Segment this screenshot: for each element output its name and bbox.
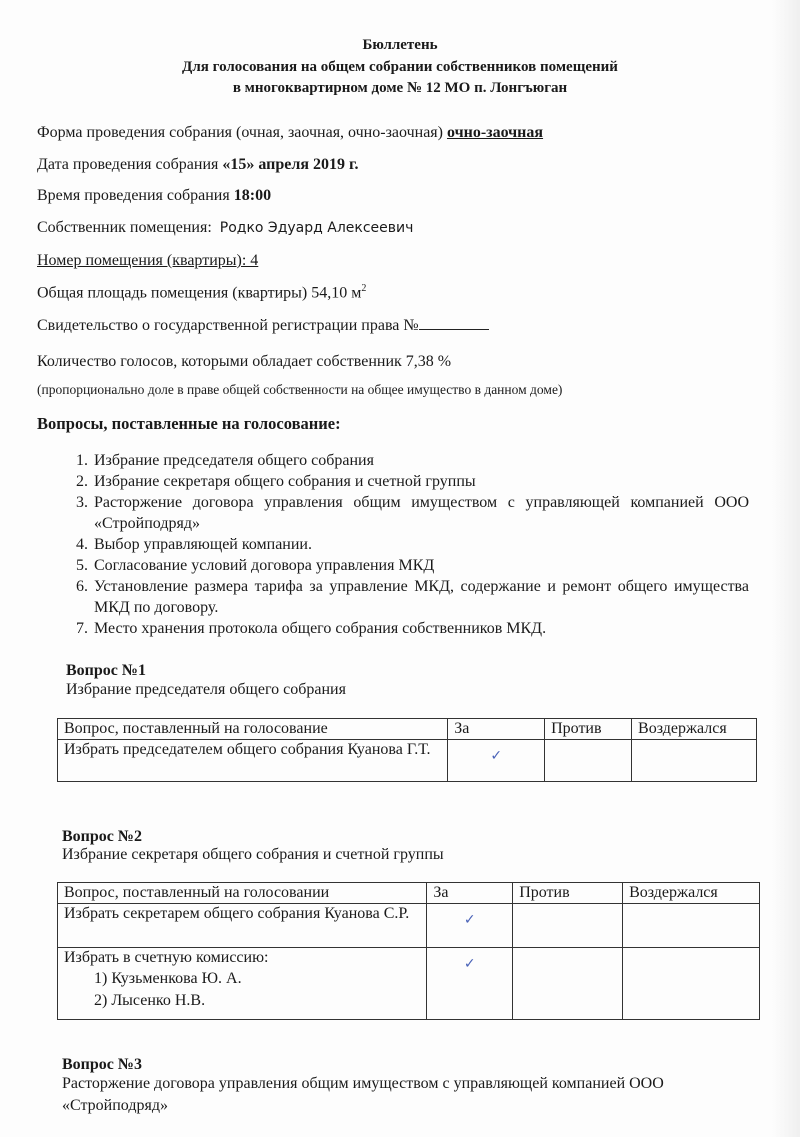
ballot-title: Бюллетень [362,37,438,53]
questions-list [37,450,749,639]
list-item: 2) Лысенко Н.В. [94,992,206,1009]
votes-note: (пропорционально доле в праве общей собственности на общее имущество в данном доме) [37,382,563,397]
q2-row1-against-cell[interactable] [513,904,623,948]
owner-label: Собственник помещения: [37,219,212,236]
q1-row1-abstain-cell[interactable] [632,740,757,782]
q1-heading: Вопрос №1 [66,662,146,679]
meeting-form-row [37,124,543,142]
certificate-row [37,315,489,335]
checkmark-icon: ✓ [463,956,476,972]
question-item: 1. Избрание председателя общего собрания [92,450,749,471]
q2-vote-table [57,882,760,1020]
q2-header-abstain: Воздержался [623,883,760,904]
q2-subtitle: Избрание секретаря общего собрания и счетной группы [62,846,444,863]
table-row [58,948,760,1020]
q3-heading: Вопрос №3 [62,1056,142,1073]
list-item: 1) Кузьменкова Ю. А. [94,970,242,987]
ballot-subtitle-line2: в многоквартирном доме № 12 МО п. Лонгъюган [232,80,568,96]
q2-row1-for-cell[interactable] [427,904,513,948]
q3-subtitle-line1: Расторжение договора управления общим имуществом с управляющей компанией ООО [62,1075,664,1092]
questions-title: Вопросы, поставленные на голосование: [37,414,341,433]
question-item: 5. Согласование условий договора управления МКД [92,555,749,576]
q2-row2-against-cell[interactable] [513,948,623,1020]
q2-row1-text: Избрать секретарем общего собрания Куанова С.Р. [58,904,427,948]
votes-count: Количество голосов, которыми обладает собственник 7,38 % [37,353,452,370]
q1-vote-table [57,718,757,782]
owner-value: Родко Эдуард Алексеевич [219,220,414,236]
q2-header-against: Против [513,883,623,904]
q2-header-question: Вопрос, поставленный на голосовании [58,883,427,904]
q2-row2-text: Избрать в счетную комиссию: [64,949,269,966]
q1-subtitle: Избрание председателя общего собрания [66,681,346,698]
page-edge-shadow [772,0,800,1137]
table-row [58,740,757,782]
checkmark-icon: ✓ [490,748,503,764]
certificate-label: Свидетельство о государственной регистрации права № [37,317,419,334]
q2-row2-for-cell[interactable] [427,948,513,1020]
meeting-time-row [37,187,271,205]
q3-subtitle-line2: «Стройподряд» [62,1097,168,1114]
meeting-date-label: Дата проведения собрания [37,156,219,173]
q1-header-abstain: Воздержался [632,719,757,740]
counting-commission-list [64,968,420,1012]
certificate-blank [419,315,489,330]
q1-row1-for-cell[interactable] [448,740,545,782]
question-item: 2. Избрание секретаря общего собрания и счетной группы [92,471,749,492]
table-header-row [58,883,760,904]
meeting-form-value: очно-заочная [446,124,544,141]
question-item: 7. Место хранения протокола общего собрания собственников МКД. [92,618,749,639]
meeting-date-value: «15» апреля 2019 г. [222,156,359,173]
q2-row2-cell [58,948,427,1020]
area-unit-superscript: 2 [361,283,367,294]
checkmark-icon: ✓ [463,912,476,928]
ballot-subtitle-line1: Для голосования на общем собрании собственников помещений [182,59,618,75]
q1-row1-against-cell[interactable] [545,740,632,782]
apartment-area: Общая площадь помещения (квартиры) 54,10 м [37,284,362,302]
table-header-row [58,719,757,740]
apartment-number: Номер помещения (квартиры): 4 [37,252,259,269]
meeting-time-value: 18:00 [233,187,272,204]
q1-header-question: Вопрос, поставленный на голосование [58,719,448,740]
meeting-time-label: Время проведения собрания [37,187,230,204]
q2-header-for: За [427,883,513,904]
question-item: 3. Расторжение договора управления общим имуществом с управляющей компанией ООО «Стройподряд» [92,492,749,534]
apartment-area-row [37,283,366,302]
q2-heading: Вопрос №2 [62,828,142,845]
q2-row1-abstain-cell[interactable] [623,904,760,948]
q1-row1-text: Избрать председателем общего собрания Куанова Г.Т. [58,740,448,782]
question-item: 6. Установление размера тарифа за управление МКД, содержание и ремонт общего имущества МКД по договору. [92,576,749,618]
owner-row [37,219,413,237]
q1-header-against: Против [545,719,632,740]
q1-header-for: За [448,719,545,740]
question-item: 4. Выбор управляющей компании. [92,534,749,555]
q2-row2-abstain-cell[interactable] [623,948,760,1020]
meeting-date-row [37,156,358,174]
table-row [58,904,760,948]
meeting-form-label: Форма проведения собрания (очная, заочная, очно-заочная) [37,124,443,141]
